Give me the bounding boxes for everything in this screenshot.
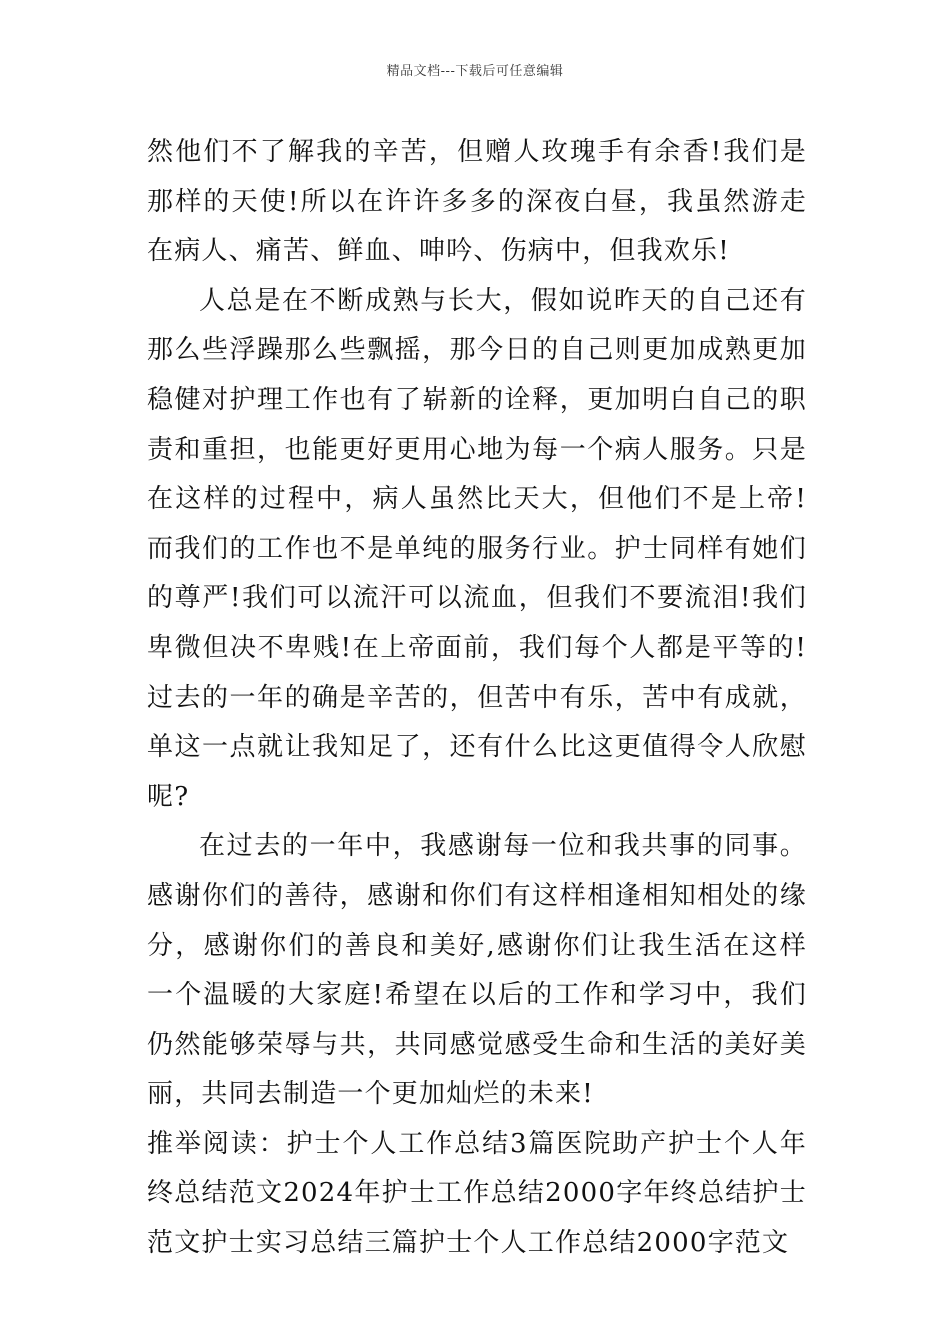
paragraph-recommended-reading: 推举阅读：护士个人工作总结3篇医院助产护士个人年终总结范文2024年护士工作总结2000字年终总结护士范文护士实习总结三篇护士个人工作总结2000字范文 <box>147 1128 807 1259</box>
page-header: 精品文档---下载后可任意编辑 <box>386 64 564 79</box>
paragraph-growth: 人总是在不断成熟与长大，假如说昨天的自己还有那么些浮躁那么些飘摇，那今日的自己则更加成熟更加稳健对护理工作也有了崭新的诠释，更加明白自己的职责和重担，也能更好更用心地为每一个病人服务。只是在这样的过程中，病人虽然比天大，但他们不是上帝!而我们的工作也不是单纯的服务行业。护士同样有她们的尊严!我们可以流汗可以流血，但我们不要流泪!我们卑微但决不卑贱!在上帝面前，我们每个人都是平等的!过去的一年的确是辛苦的，但苦中有乐，苦中有成就，单这一点就让我知足了，还有什么比这更值得令人欣慰呢? <box>147 285 807 812</box>
paragraph-continuation: 然他们不了解我的辛苦，但赠人玫瑰手有余香!我们是那样的天使!所以在许许多多的深夜白昼，我虽然游走在病人、痛苦、鲜血、呻吟、伤病中，但我欢乐! <box>147 137 807 267</box>
paragraph-thanks: 在过去的一年中，我感谢每一位和我共事的同事。感谢你们的善待，感谢和你们有这样相逢相知相处的缘分，感谢你们的善良和美好,感谢你们让我生活在这样一个温暖的大家庭!希望在以后的工作和学习中，我们仍然能够荣辱与共，共同感觉感受生命和生活的美好美丽，共同去制造一个更加灿烂的未来! <box>147 831 807 1110</box>
document-body <box>147 128 807 1269</box>
